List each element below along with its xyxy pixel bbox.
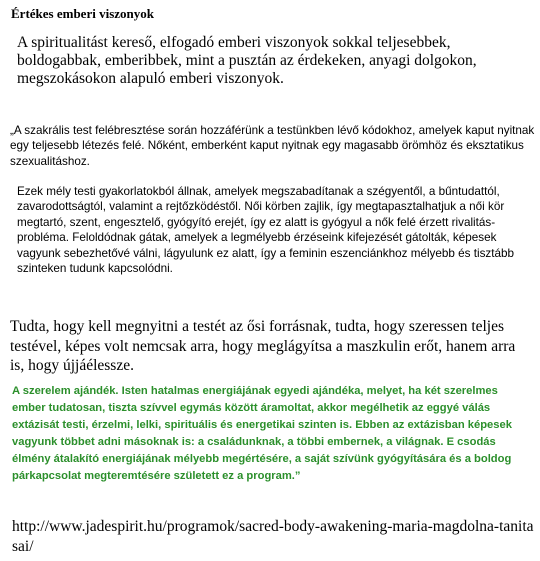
green-quote-paragraph: A szerelem ajándék. Isten hatalmas energiájának egyedi ajándéka, melyet, ha két szerelmes ember tudatosan, tiszta szívvel egymás között áramoltat, akkor megélhetik az eggyé válás extázisát testi, érzelmi, lelki, spirituális és energetikai szinten is. Ebben az extázisban képesek vagyunk többet adni másoknak is: a családunknak, a többi embernek, a világnak. E csodás élmény átalakító energiájának mélyebb megértésére, a saját szívünk gyógyítására és a boldog párkapcsolat megteremtésére született ez a program.” — [12, 385, 512, 482]
quote-paragraph: „A szakrális test felébresztése során hozzáférünk a testünkben lévő kódokhoz, amelyek kaput nyitnak egy teljesebb létezés felé. Nőként, emberként kaput nyitnak egy magasabb örömhöz és eksztatikus szexualitáshoz. — [10, 124, 535, 168]
story-paragraph: Tudta, hogy kell megnyitni a testét az ősi forrásnak, tudta, hogy szeressen teljes testével, képes volt nemcsak arra, hogy meglágyítsa a maszkulin erőt, hanem arra is, hogy újjáélessze. — [10, 318, 516, 374]
practice-paragraph: Ezek mély testi gyakorlatokból állnak, amelyek megszabadítanak a szégyentől, a bűntudattól, zavarodottságtól, valamint a rejtőzködéstől. Női körben zajlik, így megtapasztalhatjuk a női kör megtartó, szent, engesztelő, gyógyító erejét, így ez alatt is gyógyul a nők felé érzett rivalitás-probléma. Feloldódnak gátak, amelyek a legmélyebb érzéseink kifejezését gátolták, képesek vagyunk sebezhetővé válni, lágyulunk ez alatt, így a feminin eszenciánkhoz mélyebb és tisztább szinteken tudunk kapcsolódni. — [17, 185, 515, 276]
source-url: http://www.jadespirit.hu/programok/sacred-body-awakening-maria-magdolna-tanitasai/ — [12, 518, 534, 555]
document-heading: Értékes emberi viszonyok — [11, 6, 154, 21]
intro-paragraph: A spiritualitást kereső, elfogadó emberi viszonyok sokkal teljesebbek, boldogabbak, emberibbek, mint a pusztán az érdekeken, anyagi dolgokon, megszokásokon alapuló emberi viszonyok. — [17, 34, 477, 87]
